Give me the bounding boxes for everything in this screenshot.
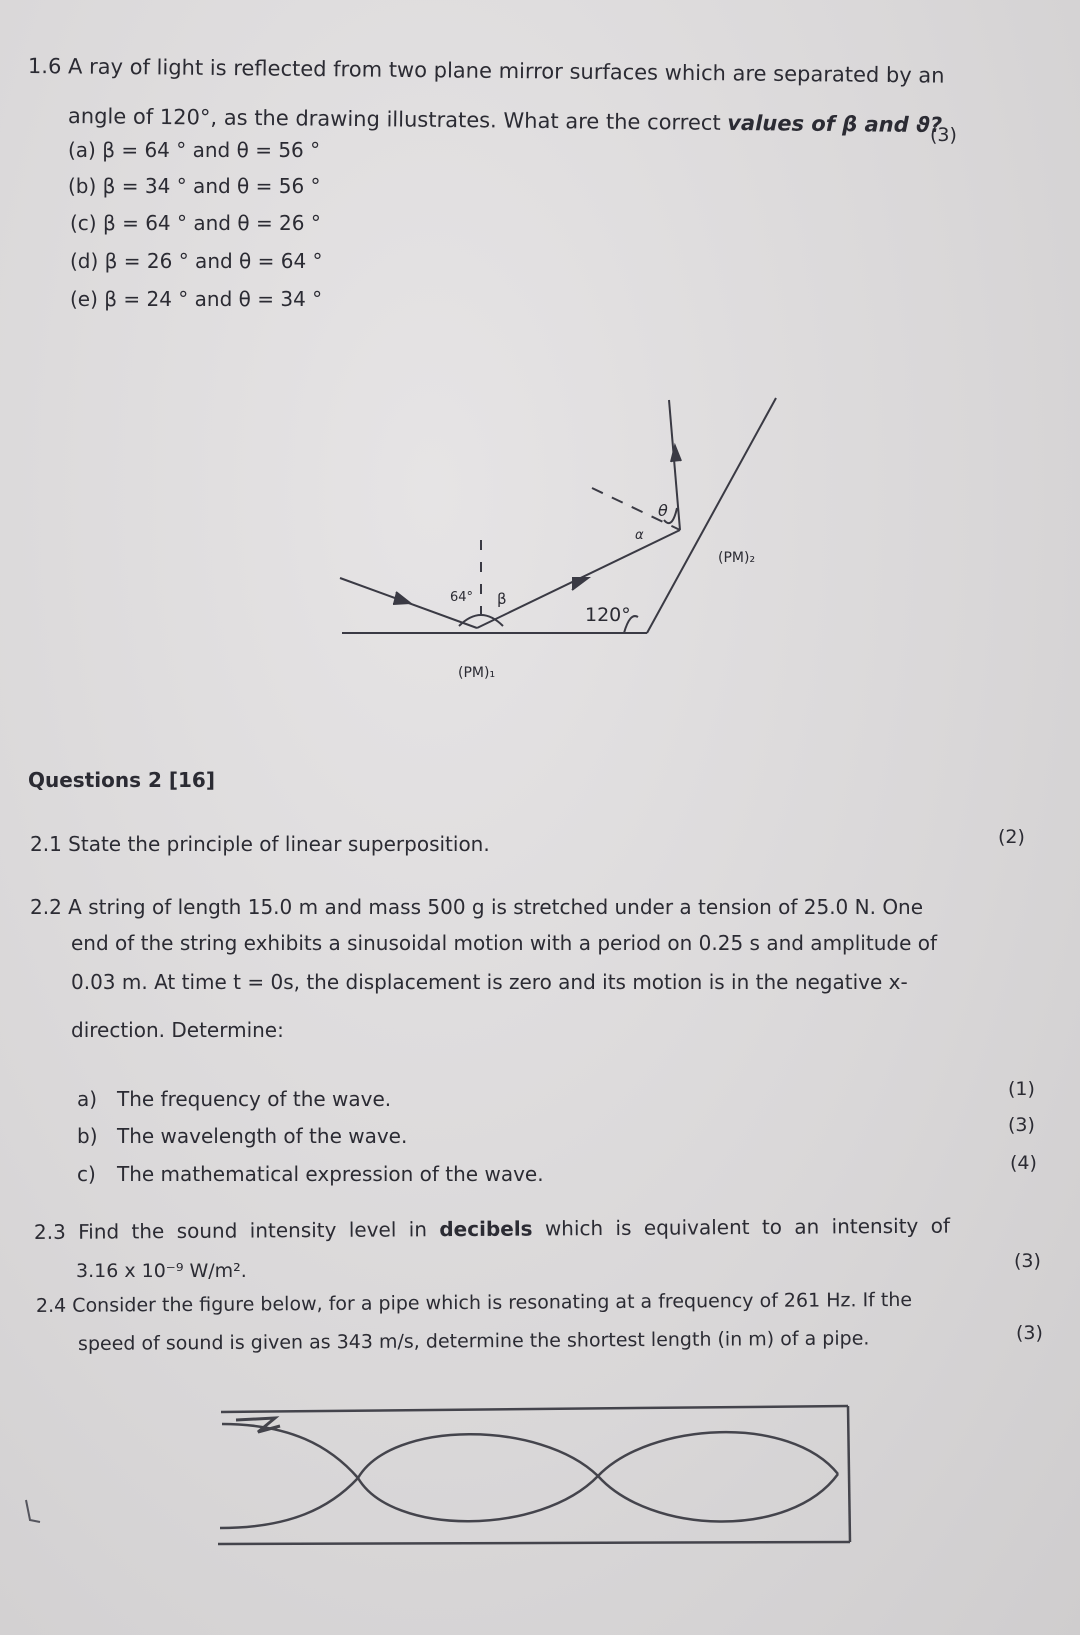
angle-64-label: 64° bbox=[450, 590, 474, 605]
q24-marks: (3) bbox=[1016, 1322, 1043, 1344]
q16-option-b: (b) β = 34 ° and θ = 56 ° bbox=[68, 174, 321, 198]
q24-line2: speed of sound is given as 343 m/s, determine the shortest length (in m) of a pipe. bbox=[77, 1327, 870, 1355]
pm1-label: (PM)₁ bbox=[458, 665, 496, 681]
q22-line1: 2.2 A string of length 15.0 m and mass 500 g is stretched under a tension of 25.0 N. One bbox=[30, 895, 924, 919]
q23-marks: (3) bbox=[1014, 1250, 1041, 1272]
margin-mark bbox=[26, 1500, 40, 1522]
q22-part-b-label: b) bbox=[77, 1124, 98, 1148]
q16-marks: (3) bbox=[930, 124, 957, 146]
q16-line1: 1.6 A ray of light is reflected from two plane mirror surfaces which are separated by an bbox=[27, 54, 945, 88]
q22-part-c-label: c) bbox=[77, 1162, 96, 1186]
pm2-label: (PM)₂ bbox=[718, 550, 756, 566]
pipe-bottom-wall bbox=[218, 1542, 850, 1544]
q23-text-post: which is equivalent to an intensity of bbox=[532, 1213, 951, 1241]
q22-line2: end of the string exhibits a sinusoidal motion with a period on 0.25 s and amplitude of bbox=[71, 931, 938, 955]
pipe-closed-end bbox=[848, 1406, 850, 1542]
q22-part-c-text: The mathematical expression of the wave. bbox=[117, 1162, 544, 1186]
q23-line2: 3.16 x 10⁻⁹ W/m². bbox=[76, 1260, 247, 1282]
q16-option-d: (d) β = 26 ° and θ = 64 ° bbox=[70, 249, 323, 273]
section-2-heading: Questions 2 [16] bbox=[28, 768, 215, 792]
q22-part-c-marks: (4) bbox=[1010, 1152, 1037, 1174]
q22-part-b-text: The wavelength of the wave. bbox=[117, 1124, 408, 1148]
beta-label: β bbox=[497, 590, 507, 608]
q22-line4: direction. Determine: bbox=[71, 1018, 284, 1042]
angle-120-label: 120° bbox=[585, 604, 631, 626]
q21-marks: (2) bbox=[998, 826, 1025, 848]
q22-part-a-label: a) bbox=[77, 1087, 98, 1111]
q22-part-b-marks: (3) bbox=[1008, 1114, 1035, 1136]
q22-part-a-text: The frequency of the wave. bbox=[117, 1087, 392, 1111]
q22-part-a-marks: (1) bbox=[1008, 1078, 1035, 1100]
q16-line2-emphasis: values of β and ϑ? bbox=[727, 110, 943, 138]
q16-option-c: (c) β = 64 ° and θ = 26 ° bbox=[70, 211, 321, 235]
alpha-label: α bbox=[635, 528, 644, 543]
theta-label: θ bbox=[658, 501, 668, 520]
wave-upper bbox=[222, 1424, 838, 1478]
wave-lower bbox=[220, 1474, 838, 1528]
q22-line3: 0.03 m. At time t = 0s, the displacement is zero and its motion is in the negative x- bbox=[71, 970, 908, 994]
q23-text-pre: 2.3 Find the sound intensity level in bbox=[33, 1217, 440, 1244]
q24-line1: 2.4 Consider the figure below, for a pipe which is resonating at a frequency of 261 Hz. If the bbox=[35, 1288, 913, 1317]
q16-line2-text: angle of 120°, as the drawing illustrates. What are the correct bbox=[67, 104, 728, 135]
q21-text: 2.1 State the principle of linear superposition. bbox=[30, 832, 490, 856]
q16-option-a: (a) β = 64 ° and θ = 56 ° bbox=[68, 138, 321, 162]
pipe-top-wall bbox=[221, 1406, 848, 1412]
q16-option-e: (e) β = 24 ° and θ = 34 ° bbox=[70, 287, 323, 311]
q23-text-bold: decibels bbox=[439, 1216, 533, 1242]
